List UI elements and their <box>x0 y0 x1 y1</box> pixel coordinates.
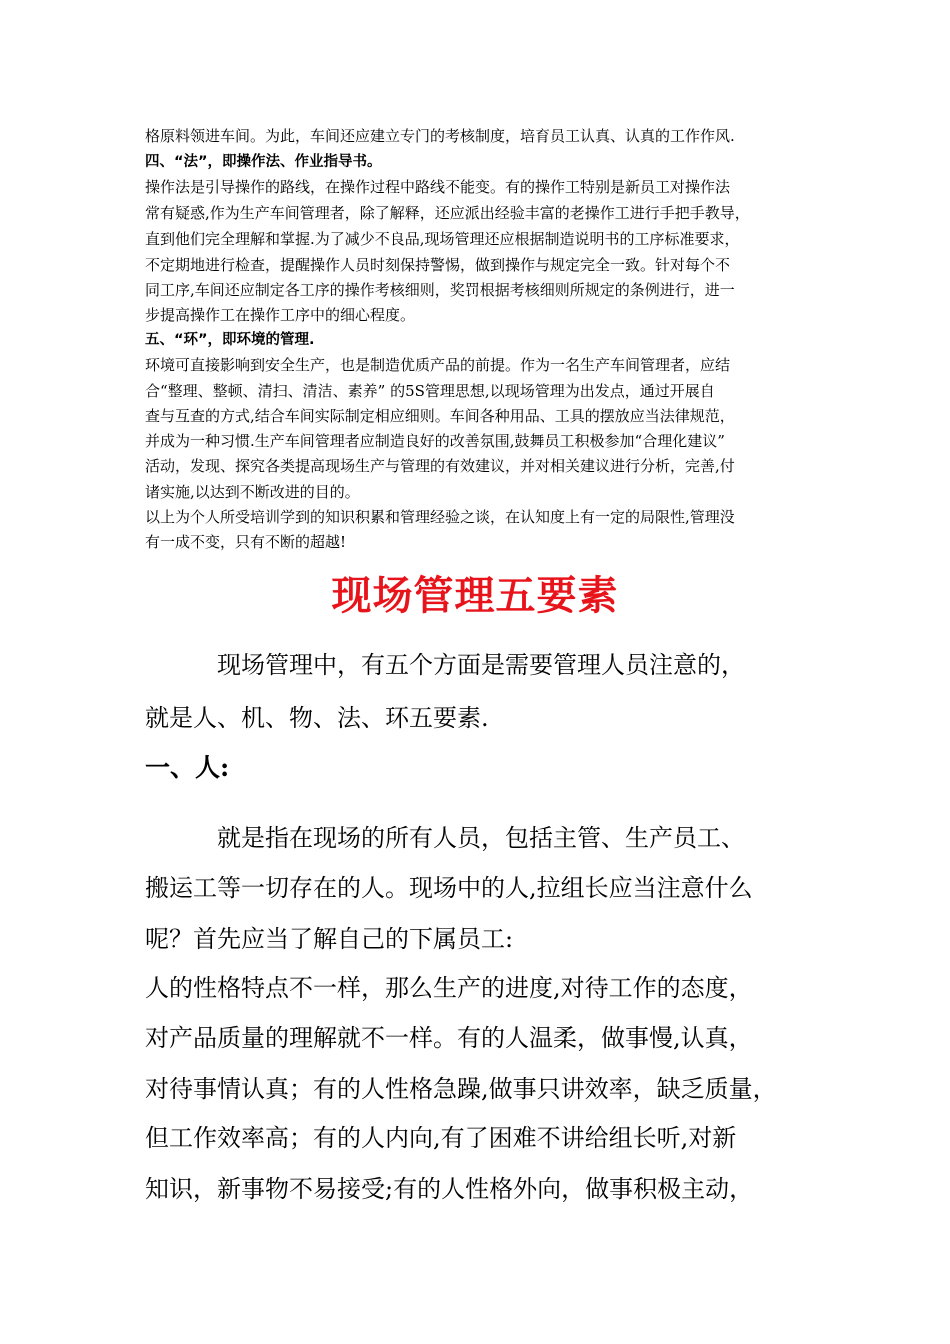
paragraph-line: 操作法是引导操作的路线，在操作过程中路线不能变。有的操作工特别是新员工对操作法 <box>145 178 731 196</box>
paragraph-line: 查与互查的方式,结合车间实际制定相应细则。车间各种用品、工具的摆放应当法律规范， <box>145 407 735 425</box>
paragraph-line: 步提高操作工在操作工序中的细心程度。 <box>145 306 416 324</box>
paragraph-line: 呢？首先应当了解自己的下属员工: <box>145 925 514 953</box>
paragraph-line: 人的性格特点不一样，那么生产的进度,对待工作的态度， <box>145 974 753 1002</box>
paragraph-line: 现场管理中，有五个方面是需要管理人员注意的， <box>145 651 745 679</box>
paragraph-line: 直到他们完全理解和掌握.为了减少不良品,现场管理还应根据制造说明书的工序标准要求， <box>145 230 740 248</box>
paragraph-line: 活动，发现、探究各类提高现场生产与管理的有效建议，并对相关建议进行分析，完善,付 <box>145 457 735 475</box>
paragraph-line: 有一成不变，只有不断的超越! <box>145 533 347 551</box>
paragraph-line: 就是人、机、物、法、环五要素. <box>145 704 489 732</box>
paragraph-line: 知识，新事物不易接受;有的人性格外向，做事积极主动， <box>145 1175 754 1203</box>
paragraph-line: 不定期地进行检查，提醒操作人员时刻保持警惕，做到操作与规定完全一致。针对每个不 <box>145 256 731 274</box>
section-heading: 一、人: <box>145 753 230 782</box>
section-heading: 四、“法”，即操作法、作业指导书。 <box>145 154 382 170</box>
paragraph-line: 环境可直接影响到安全生产，也是制造优质产品的前提。作为一名生产车间管理者，应结 <box>145 356 731 374</box>
paragraph-line: 同工序,车间还应制定各工序的操作考核细则，奖罚根据考核细则所规定的条例进行，进一 <box>145 281 735 299</box>
paragraph-line: 格原料领进车间。为此，车间还应建立专门的考核制度，培育员工认真、认真的工作作风. <box>145 127 735 145</box>
paragraph-line: 以上为个人所受培训学到的知识积累和管理经验之谈，在认知度上有一定的局限性,管理没 <box>145 508 735 526</box>
paragraph-line: 合“整理、整顿、清扫、清洁、素养” 的5S管理思想,以现场管理为出发点，通过开展自 <box>145 382 715 400</box>
paragraph-line: 就是指在现场的所有人员，包括主管、生产员工、 <box>145 824 745 852</box>
paragraph-line: 搬运工等一切存在的人。现场中的人,拉组长应当注意什么 <box>145 874 753 902</box>
paragraph-line: 对待事情认真；有的人性格急躁,做事只讲效率，缺乏质量， <box>145 1075 777 1103</box>
paragraph-line: 并成为一种习惯.生产车间管理者应制造良好的改善氛围,鼓舞员工积极参加“合理化建议” <box>145 432 725 450</box>
paragraph-line: 诸实施,以达到不断改进的目的。 <box>145 483 360 501</box>
section-heading: 五、“环”，即环境的管理. <box>145 332 315 348</box>
paragraph-line: 常有疑惑,作为生产车间管理者，除了解释，还应派出经验丰富的老操作工进行手把手教导， <box>145 204 750 222</box>
paragraph-line: 但工作效率高；有的人内向,有了困难不讲给组长听,对新 <box>145 1124 737 1152</box>
page-title: 现场管理五要素 <box>331 572 619 619</box>
paragraph-line: 对产品质量的理解就不一样。有的人温柔，做事慢,认真， <box>145 1024 753 1052</box>
